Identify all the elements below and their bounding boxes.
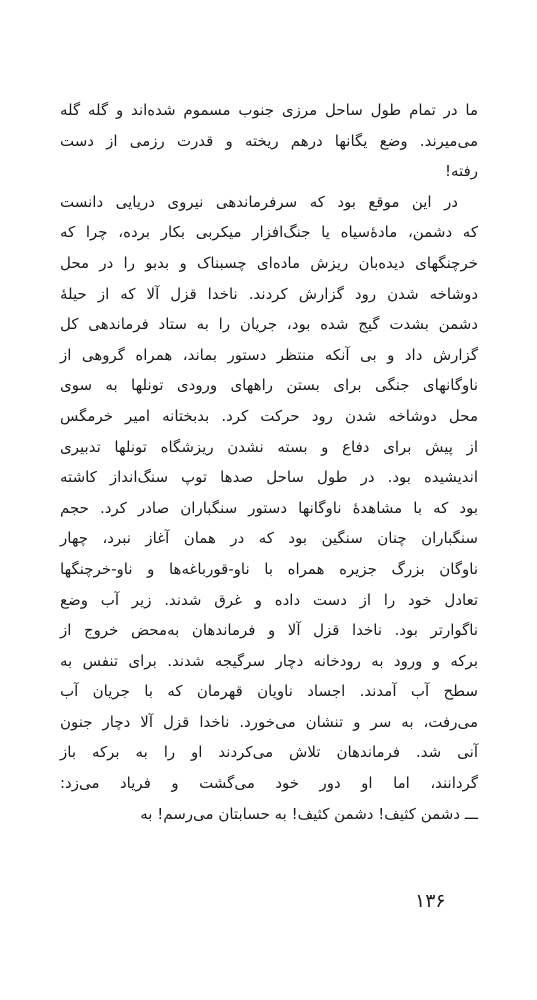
page-number: ۱۳۶	[415, 890, 446, 912]
text-line-13: اندیشیده بود. در طول ساحل صدها توپ سنگ‌انداز کاشته	[60, 468, 478, 487]
text-line-2: می‌میرند. وضع یگانها درهم ریخته و قدرت رزمی از دست	[60, 131, 478, 150]
text-line-5: که دشمن، مادهٔ‌سیاه یا جنگ‌افزار میکربی بکار برده، چرا که	[60, 223, 478, 242]
text-line-8: دشمن بشدت گیج شده بود، جریان را به ستاد فرماندهی کل	[60, 315, 478, 334]
text-line-3: رفته!	[445, 162, 478, 181]
text-line-21: می‌رفت، به سر و تنشان می‌خورد. ناخدا قزل آلا دچار جنون	[60, 712, 478, 731]
text-line-16: ناوگان بزرگ جزیره همراه با ناو-قورباغه‌ها و ناو-خرچنگها	[60, 559, 478, 578]
text-line-17: تعادل خود را از دست داده و غرق شدند. زیر آب وضع	[60, 590, 478, 609]
text-line-10: ناوگانهای جنگی برای بستن راههای ورودی تونلها به سوی	[60, 376, 478, 395]
text-line-1: ما در تمام طول ساحل مرزی جنوب مسموم شده‌اند و گله گله	[60, 101, 478, 119]
text-line-6: خرچنگهای دیده‌بان ریزش ماده‌ای چسبناک و بدبو را در محل	[60, 253, 478, 272]
text-line-19: برکه و ورود به رودخانه دچار سرگیجه شدند. برای تنفس به	[60, 651, 478, 670]
text-line-22: آنی شد. فرماندهان تلاش می‌کردند او را به برکه باز	[60, 743, 478, 762]
text-line-9: گزارش داد و بی آنکه منتظر دستور بماند، همراه گروهی از	[60, 345, 478, 364]
text-line-11: محل دوشاخه شدن رود حرکت کرد. بدبختانه امیر خرمگس	[60, 406, 478, 425]
text-line-23: گردانند، اما او دور خود می‌گشت و فریاد می‌زد:	[60, 774, 478, 793]
text-line-15: سنگباران چنان سنگین بود که در همان آغاز نبرد، چهار	[60, 529, 478, 548]
text-line-7: دوشاخه شدن رود گزارش کردند. ناخدا قزل آلا که از حیلهٔ	[60, 284, 478, 303]
text-line-12: از پیش برای دفاع و بسته نشدن ریزشگاه تونلها تدبیری	[60, 437, 478, 456]
body-text	[60, 95, 478, 829]
text-line-14: بود که با مشاهدهٔ ناوگانها دستور سنگباران صادر کرد. حجم	[60, 498, 478, 517]
text-line-20: سطح آب آمدند. اجساد ناویان قهرمان که با جریان آب	[60, 682, 478, 701]
text-line-4: در این موقع بود که سرفرماندهی نیروی دریایی دانست	[60, 192, 458, 211]
text-line-18: ناگوارتر بود. ناخدا قزل آلا و فرماندهان به‌محض خروج از	[60, 621, 478, 640]
text-line-24: ـــ دشمن کثیف! دشمن کثیف! به حسابتان می‌رسم! به	[140, 804, 478, 823]
